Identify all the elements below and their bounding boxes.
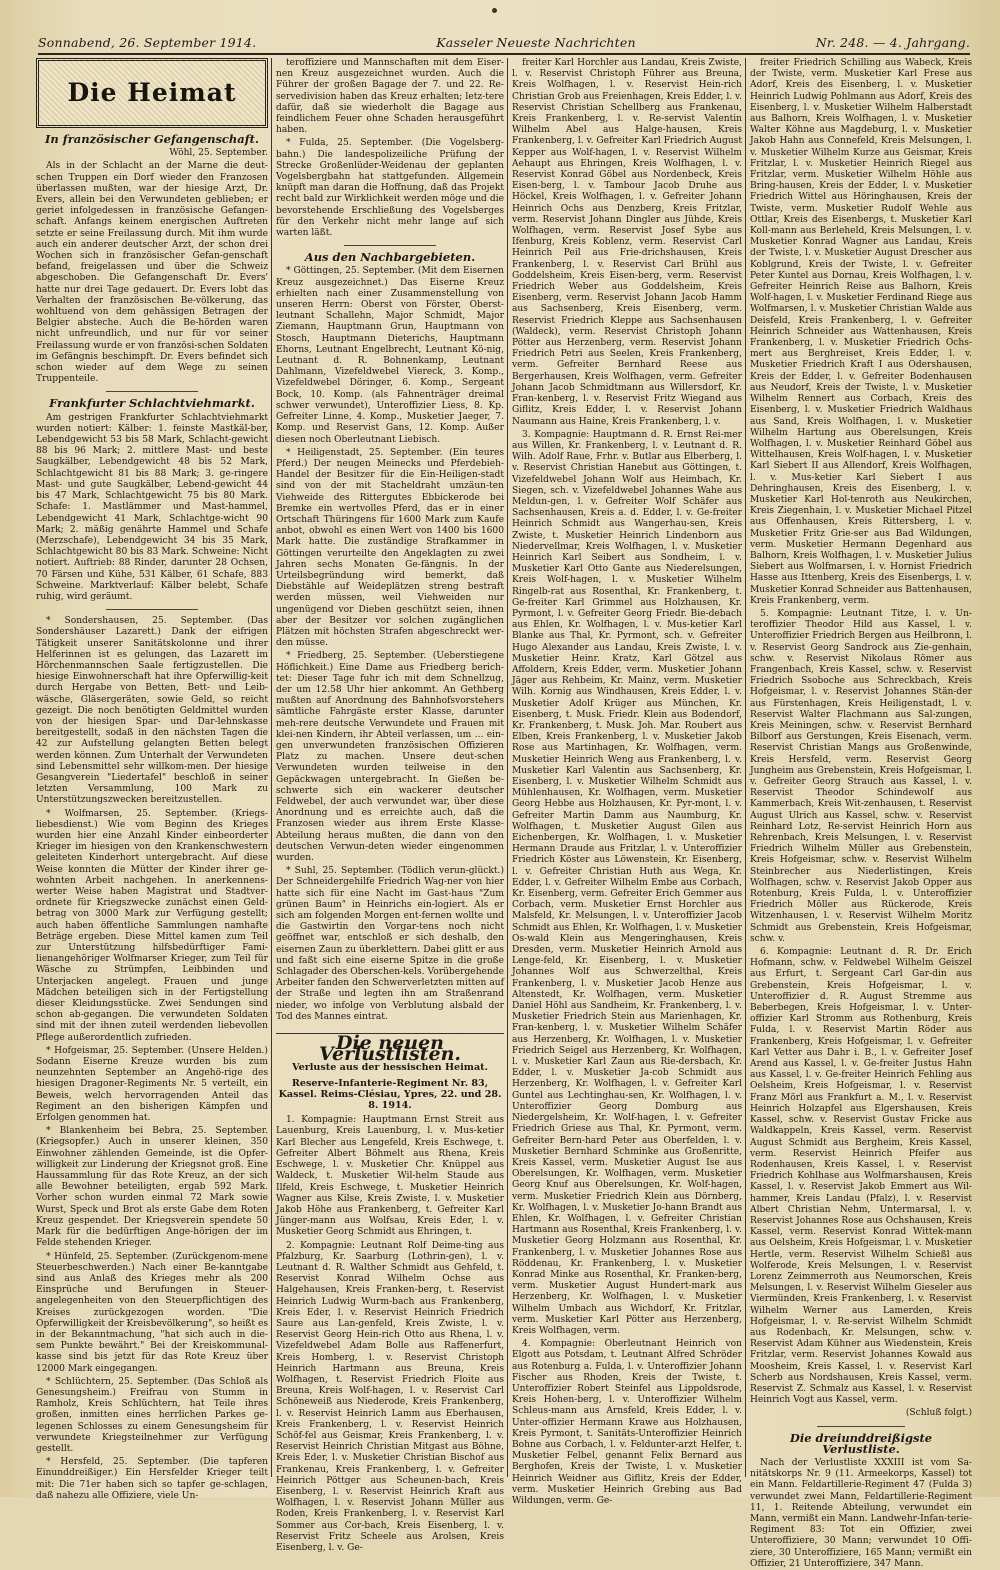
header-paper-name: Kasseler Neueste Nachrichten: [436, 35, 636, 50]
article-heading: In französischer Gefangenschaft.: [45, 132, 259, 146]
column-2: [276, 58, 504, 1553]
article-text: * Fulda, 25. September. (Die Vogelsberg-bahn.) Die landespolizeiliche Prüfung der Strecke Großenlüder-Weidenau der geplanten Vogelsbergbahn hat stattgefunden. Allgemein knüpft man daran die Hoffnung, daß das Projekt recht bald zur Wirklichkeit werden möge und die bevorstehende Erschließung des Vogelsberges für den Verkehr nicht mehr lange auf sich warten läßt.: [276, 138, 504, 239]
regiment-heading: Reserve-Infanterie-Regiment Nr. 83, Kassel. Reims-Clésiau, Ypres, 22. und 28. 8. 1914.: [278, 1077, 502, 1112]
article-text: * Hersfeld, 25. September. (Die tapferen Einunddreißiger.) Ein Hersfelder Krieger teilt mit: Die 71er haben sich so tapfer ge-schlagen, daß nahezu alle Offiziere, viele Un-: [36, 1457, 268, 1501]
column-3: [512, 58, 742, 1506]
article-text: * Friedberg, 25. September. (Ueberstiegene Höflichkeit.) Eine Dame aus Friedberg berich-tet: Dieser Tage fuhr ich mit dem Schnellzug, der um 12.58 Uhr hier ankommt. An Gethberg mußten auf Anordnung des Bahnhofsvorstehers sämtliche Fahrgäste erster Klasse, darunter meh-rere deutsche Verwundete und Frauen mit klei-nen Kindern, ihr Abteil verlassen, um ... ein-gen unverwundeten französischen Offizieren Platz zu machen. Unsere deut-schen Verwundeten wurden teilweise in den Gepäckwagen untergebracht. In Gießen be-schwerte sich ein wackerer deutscher Feldwebel, der auch verwundet war, über diese Anordnung und es erreichte auch, daß die Franzosen wieder aus ihrem Erste Klasse-Abteilung heraus mußten, die dann von den deutschen Verwun-deten wieder eingenommen wurden.: [276, 651, 504, 864]
section-heading-large: Die neuen Verlustlisten.: [276, 1033, 504, 1060]
page-dot: [492, 8, 497, 13]
header-issue: Nr. 248. — 4. Jahrgang.: [815, 35, 970, 50]
article-text: * Sondershausen, 25. September. (Das Sondershäuser Lazarett.) Dank der eifrigen Tätigkeit unserer Sanitätskolonne und ihrer Helferinnen ist es gelungen, das Lazarett im Hörchenmannschen Saale fertigzustellen. Die hiesige Einwohnerschaft hat ihre Opferwillig-keit durch Hergabe von Betten, Bett- und Leib-wäsche, Gläsergeräten, sowie Geld, so reicht gezeigt. Die noch benötigten Geldmittel wurden von der hiesigen Spar- und Dar-lehnskasse bereitgestellt, sodaß in den nächsten Tagen die 42 zur Aufstellung gelangten Betten belegt werden können. Zum Unterhalt der Verwundeten sind Lebensmittel sehr willkom-men. Der hiesige Gesangverein "Liedertafel" beschloß in seiner letzten Versammlung, 100 Mark zu Unterstützungszwecken bereitzustellen.: [36, 616, 268, 806]
casualty-list: 4. Kompagnie: Oberleutnant Heinrich von Elgott aus Potsdam, t. Leutnant Alfred Schröder aus Rotenburg a. Fulda, l. v. Unteroffizier Johann Fischer aus Rhoden, Kreis der Twiste, t. Unteroffizier Robert Steinfel aus Lippoldsrode, Kreis Hohen-berg, l. v. Unteroffizier Wilhelm Schleus-mann aus Arnsfeld, Kreis Edder, l. v. Unter-offizier Hermann Krawe aus Holzhausen, Kreis Pyrmont, t. Sanitäts-Unteroffizier Heinrich Bohne aus Corbach, l. v. Feldunter-arzt Helfer, t. Musketier Felbel, genannt Felix Bernard aus Berghofen, Kreis der Twiste, l. v. Musketier Heinrich Weidner aus Giflitz, Kreis der Edder, verm. Musketier Heinrich Grebing aus Bad Wildungen, verm. Ge-: [512, 1339, 742, 1506]
casualty-list: freiter Karl Horchler aus Landau, Kreis Zwiste, l. v. Reservist Christoph Führer aus Breuna, Kreis Wolfhagen, l. v. Reservist Hein-rich Christian Grob aus Freienhagen, Kreis Edder, l. v. Reservist Christian Schellberg aus Frankenau, Kreis Frankenberg, l. v. Re-servist Valentin Wilhelm Abel aus Halge-hausen, Kreis Frankenberg, l. v. Gefreiter Karl Friedrich August Kepper aus Wolf-hagen, l. v. Reservist Wilhelm Aehaupt aus Ehringen, Kreis Wolfhagen, l. v. Reservist Konrad Göbel aus Nordenbeck, Kreis Eisen-berg, l. v. Tambour Jacob Druhe aus Höckel, Kreis Wolfhagen, l. v. Gefreiter Johann Heinrich Ochs aus Denzberg, Kreis Fritzlar, verm. Reservist Johann Dingler aus Jühde, Kreis Wolfhagen, verm. Reservist Josef Sybe aus Ifenburg, Kreis Koblenz, verm. Reservist Carl Heinrich Peil aus Frie-drichshausen, Kreis Frankenberg, l. v. Reservist Carl Brühl aus Goddelsheim, Kreis Eisen-berg, verm. Reservist Friedrich Weber aus Goddelsheim, Kreis Eisenberg, verm. Reservist Johann Jacob Hamm aus Sachsenberg, Kreis Eisenberg, verm. Reservist Friedrich Kleppe aus Sachsenhausen (Waldeck), verm. Reservist Christoph Johann Pötter aus Herzenberg, verm. Reservist Johann Friedrich Petri aus Seelen, Kreis Frankenberg, verm. Gefreiter Bernhard Reese aus Bergerhausen, Kreis Wolfhagen, verm. Gefreiter Johann Jacob Schmidtmann aus Willersdorf, Kr. Fran-kenberg, l. v. Reservist Fritz Wiegand aus Giflitz, Kreis Edder, l. v. Reservist Johann Naumann aus Haine, Kreis Frankenberg, l. v.: [512, 58, 742, 427]
article-text: Nach der Verlustliste XXXIII ist vom Sa-nitätskorps Nr. 9 (11. Armeekorps, Kassel) tot ein Mann. Feldartillerie-Regiment 47 (Fulda 3) verwundet zwei Mann, Feldartillerie-Regiment 11, 1. Reitende Abteilung, verwundet ein Mann, vermißt ein Mann. Landwehr-Infan-terie-Regiment 83: Tot ein Offizier, zwei Unteroffiziere, 30 Mann; verwundet 10 Offi-ziere, 30 Unteroffiziere, 165 Mann; vermißt ein Offizier, 21 Unteroffiziere, 347 Mann.: [750, 1457, 973, 1569]
article-text: teroffiziere und Mannschaften mit dem Eiser-nen Kreuz ausgezeichnet wurden. Auch die Führer der großen Bagage der 7. und 22. Re-servedivision haben das Kreuz erhalten; letz-tere dafür, daß sie wiederholt die Bagage aus feindlichem Feuer ohne Schaden herausgeführt haben.: [276, 58, 504, 136]
divider: [817, 1426, 906, 1427]
page-header: [38, 26, 970, 55]
article-text: * Wolfmarsen, 25. September. (Kriegs-liebesdienst.) Wie vom Beginn des Krieges wurden hier eine Anzahl Kinder einbeorderter Krieger im hiesigen von den Krankenschwestern geleiteten Kinderhort untergebracht. Auf diese Weise konnten die Mütter der Kinder ihrer ge-wohnten Arbeit nachgehen. In anerkennens-werter Weise haben Magistrat und Stadtver-ordnete für Kriegszwecke zunächst einen Geld-betrag von 3000 Mark zur Verfügung gestellt; auch haben öffentliche Sammlungen namhafte Beträge ergeben. Diese Mittel kamen zum Teil zur Unterstützung hilfsbedürftiger Fami-lienangehöriger Wolfmarser Krieger, zum Teil für Wäsche zu Strümpfen, Leibbinden und Unterjacken angelegt. Frauen und junge Mädchen beteiligen sich in der Fertigstellung dieser Kleidungsstücke. Zwei Sendungen sind schon ab-gegangen. Die verwundeten Soldaten sind mit der ihnen zuteil werdenden liebevollen Pflege außerordentlich zufrieden.: [36, 808, 268, 1043]
casualty-list: 1. Kompagnie: Hauptmann Ernst Streit aus Lauenburg, Kreis Lauenburg, l. v. Mus-ketier Karl Blecher aus Lengefeld, Kreis Eschwege, t. Gefreiter Albert Böhmelt aus Rhena, Kreis Eschwege, l. v. Musketier Chr. Knüppel aus Waldeck, t. Musketier Wil-helm Staude aus Ilfeld, Kreis Eschwege, t. Musketier Heinrich Wagner aus Kilse, Kreis Zwiste, l. v. Musketier Jakob Höhe aus Frankenberg, t. Gefreiter Karl Jünger-mann aus Wolfsau, Kreis Eder, l. v. Musketier Georg Schmidt aus Ehringen, t.: [276, 1115, 504, 1238]
article-text: * Hofgeismar, 25. September. (Unsere Helden.) Sodann Eiserne Kreuze wurden bis zum neunzehnten September an Angehö-rige des hiesigen Dragoner-Regiments Nr. 5 verteilt, ein Beweis, welch hervorragenden Anteil das Regiment an den bisherigen Kämpfen und Erfolgen genommen hat.: [36, 1045, 268, 1124]
casualty-list: 3. Kompagnie: Hauptmann d. R. Ernst Rei-mer aus Willen, Kr. Frankenberg, l. v. Leutnant d. R. Wilh. Adolf Raue, Frhr. v. Butlar aus Elberberg, l. v. Reservist Christian Hanebut aus Göttingen, t. Vizefeldwebel Johann Wolf aus Heimbach, Kr. Siegen, sch. v. Vizefeldwebel Johannes Wahe aus Meldun-gen, l. v. Gefreiter Wolf Schäfer aus Sachsenhausen, Kreis a. d. Edder, l. v. Ge-freiter Heinrich Schmidt aus Wangerhau-sen, Kreis Zwiste, t. Musketier Heinrich Lindenborn aus Niedervellmar, Kreis Wolfhagen, l. v. Musketier Heinrich Karl Seibert aus Sondheim, l. v. Musketier Karl Otto Gante aus Niederelsungen, Kreis Wolf-hagen, l. v. Musketier Wilhelm Ringelb-rat aus Rosenthal, Kr. Frankenberg, t. Ge-freiter Karl Grimmel aus Holzhausen, Kr. Pyrmont, l. v. Gefreiter Georg Friedr. Bie-debach aus Ehlen, Kr. Wolfhagen, l. v. Mus-ketier Karl Blanke aus Thal, Kr. Pyrmont, sch. v. Gefreiter Hugo Alexander aus Landau, Kreis Zwiste, l. v. Musketier Heinr. Kratz, Karl Götzel aus Affoldern, Kreis Edder, verm. Musketier Johann Jäger aus Rehbeim, Kr. Mainz, verm. Musketier Wilh. Kornig aus Windhausen, Kreis Edder, l. v. Musketier Adolf Krüger aus München, Kr. Eisenberg, t. Musk. Friedr. Klein aus Bodendorf, Kr. Frankenberg, t. Musk. Joh. Mar. Roubert aus Elben, Kreis Frankenberg, l. v. Musketier Jakob Rose aus Martinhagen, Kr. Wolfhagen, verm. Musketier Heinrich Weng aus Frankenberg, l. v. Musketier Karl Valentin aus Sachsenberg, Kr. Eisenberg, l. v. Musketier Wilhelm Schmidt aus Mühlenhausen, Kr. Wolfhagen, verm. Musketier Georg Hebbe aus Holzhausen, Kr. Pyr-mont, l. v. Gefreiter Martin Damm aus Naumburg, Kr. Wolfhagen, t. Musketier August Gilen aus Eichenbergen, Kr. Wolfhagen, l. v. Musketier Hermann Draude aus Fritzlar, l. v. Unteroffizier Friedrich Köster aus Löwenstein, Kr. Eisenberg, l. v. Gefreiter Christian Huth aus Wega, Kr. Edder, l. v. Gefreiter Wilhelm Embe aus Corbach, Kr. Eisenberg, verm. Gefreiter Erich Gemmer aus Corbach, verm. Musketier Ernst Horchler aus Malsfeld, Kr. Melsungen, l. v. Unteroffizier Jacob Schmidt aus Ehlen, Kr. Wolfhagen, l. v. Musketier Os-wald Klein aus Mengeringhausen, Kreis Dresden, verm. Musketier Heinrich Arnold aus Lenge-feld, Kr. Eisenberg, l. v. Musketier Johannes Wolf aus Schwerzelthal, Kreis Frankenberg, l. v. Musketier Jacob Henze aus Altenstedt, Kr. Wolfhagen, verm. Musketier Daniel Höhl aus Sandheim, Kr. Frankenberg, l. v. Musketier Friedrich Stein aus Marienhagen, Kr. Fran-kenberg, l. v. Musketier Wilhelm Schäfer aus Herzenberg, Kr. Wolfhagen, l. v. Musketier Friedrich Seigel aus Herzenberg, Kr. Wolfhagen, l. v. Musketier Karl Zaun aus Rie-dersbach, Kr. Edder, l. v. Musketier Ja-cob Schmidt aus Herzenberg, Kr. Wolfhagen, l. v. Gefreiter Karl Guntel aus Lechtinghau-sen, Kr. Wolfhagen, l. v. Unteroffizier Georg Domburg aus Niedergelsheim, Kr. Wolf-hagen, l. v. Gefreiter Friedrich Griese aus Thal, Kr. Pyrmont, verm. Gefreiter Bern-hard Peter aus Oberfelden, l. v. Musketier Bernhard Schminke aus Großenritte, Kreis Kassel, verm. Musketier August Ise aus Oberelsungen, Kr. Wolfhagen, verm. Musketier Georg Knuf aus Oberelsungen, Kr. Wolf-hagen, verm. Musketier Friedrich Klein aus Dörnberg, Kr. Wolfhagen, l. v. Musketier Jo-hann Brandt aus Ehlen, Kr. Wolfhagen, l. v. Gefreiter Christian Hartmann aus Rosenthal, Kreis Frankenberg, l. v. Musketier Georg Holzmann aus Rosenthal, Kr. Frankenberg, l. v. Musketier Johannes Rose aus Röddenau, Kr. Frankenberg, l. v. Musketier Konrad Minke aus Rosenthal, Kr. Franken-berg, verm. Musketier August Hundert-mark aus Herzenberg, Kr. Wolfhagen, l. v. Musketier Wilhelm Umbach aus Wichdorf, Kr. Fritzlar, verm. Musketier Karl Pötter aus Herzenberg, Kreis Wolfhagen, verm.: [512, 429, 742, 1336]
article-heading: Frankfurter Schlachtviehmarkt.: [49, 396, 255, 411]
article-text: * Schlüchtern, 25. September. (Das Schloß als Genesungsheim.) Freifrau von Stumm in Ramholz, Kreis Schlüchtern, hat Teile ihres großen, inmitten eines herrlichen Parkes ge-legenen Schlosses zu einem Genesungsheim für verwundete Kriegsteilnehmer zur Verfügung gestellt.: [36, 1376, 268, 1454]
divider: [106, 391, 199, 392]
section-subheading: Verluste aus der hessischen Heimat.: [292, 1062, 488, 1074]
dateline: Wöhl, 25. September.: [169, 148, 268, 159]
article-text: Als in der Schlacht an der Marne die deut-schen Truppen ein Dorf wieder den Franzosen überlassen mußten, war der hiesige Arzt, Dr. Evers, allein bei den Verwundeten geblieben; er geriet infolgedessen in französische Gefangen-schaft. Anfangs keinem energischen Auftreten setzte er seine Freilassung durch. Mit ihm wurde auch ein anderer deutscher Arzt, der schon drei Wochen sich in französischer Gefan-genschaft befand, freigelassen und über die Schweiz abgeschoben. Die Gefangenschaft Dr. Evers' hatte nur drei Tage gedauert. Dr. Evers lobt das Verhalten der französischen Be-völkerung, das wohltuend von dem gehässigen Betragen der Belgier absteche. Auch die Be-hörden waren nicht unfreundlich, und nur für vor seiner Freilassung wurde er von französi-schen Soldaten im Gefängnis beschimpft. Dr. Evers befindet sich schon wieder auf dem Wege zu seinen Truppenteile.: [36, 161, 268, 385]
column-rule: [507, 58, 508, 1477]
article-text: * Blankenheim bei Bebra, 25. September. (Kriegsopfer.) Auch in unserer kleinen, 350 Einwohner zählenden Gemeinde, ist die Opfer-willigkeit zur Linderung der Kriegsnot groß. Eine Haussammlung für das Rote Kreuz, an der sich alle Bewohner beteiligten, ergab 592 Mark. Vorher schon wurden einmal 72 Mark sowie Wurst, Speck und Brot als erste Gabe dem Roten Kreuz gespendet. Der Kriegsverein spendete 50 Mark für die bedürftigen Ange-hörigen der im Felde stehenden Krieger.: [36, 1126, 268, 1249]
article-text: Am gestrigen Frankfurter Schlachtviehmarkt wurden notiert: Kälber: 1. feinste Mastkäl-ber, Lebendgewicht 53 bis 58 Mark, Schlacht-gewicht 88 bis 96 Mark; 2. mittlere Mast- und beste Saugkälber, Lebendgewicht 48 bis 52 Mark, Schlachtgewicht 81 bis 88 Mark; 3. ge-ringere Mast- und gute Saugkälber, Lebend-gewicht 44 bis 47 Mark, Schlachtgewicht 75 bis 80 Mark. Schafe: 1. Mastlämmer und Mast-hammel, Lebendgewicht 41 Mark, Schlachtge-wicht 90 Mark; 2. mäßig genährte Hammel und Schafe (Merzschafe), Lebendgewicht 34 bis 35 Mark, Schlachtgewicht 80 bis 83 Mark. Schweine: Nicht notiert. Auftrieb: 88 Rinder, darunter 28 Ochsen, 70 Färsen und Kühe, 531 Kälber, 61 Schafe, 883 Schweine. Marktverlauf: Kälber belebt, Schafe ruhig, wird geräumt.: [36, 412, 268, 602]
casualty-list: 2. Kompagnie: Leutnant Rolf Deime-ting aus Pfalzburg, Kr. Saarburg (Lothrin-gen), l. v. Leutnant d. R. Walther Schmidt aus Gehfeld, t. Reservist Konrad Wilhelm Ochse aus Halgehausen, Kreis Franken-berg, t. Reservist Heinrich Ludwig Wurm-bach aus Frankenberg, Kreis Eder, l. v. Reservist Heinrich Friedrich Saure aus Lan-genfeld, Kreis Zwiste, l. v. Reservist Georg Hein-rich Otto aus Rhena, l. v. Vizefeldwebel Adam Bolle aus Raffenerfurt, Kreis Homberg, l. v. Reservist Christoph Heinrich Hartmann aus Breuna, Kreis Wolfhagen, t. Reservist Friedrich Floite aus Breuna, Kreis Wolf-hagen, l. v. Reservist Carl Schöneweiß aus Niederode, Kreis Frankenberg, l. v. Reservist Heinrich Lamm aus Eberhausen, Kreis Frankenberg, l. v. Reservist Heinrich Schöf-fel aus Geismar, Kreis Frankenberg, l. v. Reservist Heinrich Christian Mitgast aus Böhne, Kreis Eder, l. v. Musketier Christian Bischof aus Frankenau, Kreis Frankenberg, l. v. Gefreiter Heinrich Pöttger aus Scheunen-bach, Kreis Eisenberg, l. v. Reservist Heinrich Kraft aus Wolfhagen, l. v. Reservist Johann Müller aus Roden, Kreis Frankenberg, l. v. Reservist Karl Sommer aus Cor-bach, Kreis Eisenberg, l. v. Reservist Fritz Scheele aus Arolsen, Kreis Eisenberg, l. v. Ge-: [276, 1240, 504, 1553]
article-text: * Hünfeld, 25. September. (Zurückgenom-mene Steuerbeschwerden.) Nach einer Be-kanntgabe sind aus Anlaß des Krieges mehr als 200 Einsprüche und Berufungen in Steuer-angelegenheiten von den Steuerpflichtigen des Kreises zurückgezogen worden. "Die Opferwilligkeit der Kreisbevölkerung", so heißt es in der Bekanntmachung, "hat sich auch in die-sem Punkte bewährt." Bei der Kreiskommunal-kasse sind bis jetzt für das Rote Kreuz über 12000 Mark eingegangen.: [36, 1251, 268, 1374]
column-rule: [745, 58, 746, 1477]
casualty-list: freiter Friedrich Schilling aus Wabeck, Kreis der Twiste, verm. Musketier Karl Frese aus Adorf, Kreis des Eisenberg, l. v. Musketier Heinrich Ludwig Pohlmann aus Adorf, Kreis des Eisenberg, l. v. Musketier Wilhelm Halberstadt aus Balhorn, Kreis Wolfhagen, l. v. Musketier Walter Köhne aus Magdeburg, l. v. Musketier Jakob Hahn aus Connefeld, Kreis Melsungen, l. v. Musketier Wilhelm Kurze aus Geismar, Kreis Fritzlar, l. v. Musketier Heinrich Riegel aus Fritzlar, verm. Musketier Wilhelm Höhle aus Bring-hausen, Kreis der Edder, l. v. Musketier Friedrich Wittel aus Höringhausen, Kreis der Twiste, verm. Musketier Rudolf Wehle aus Ottlar, Kreis des Eisenbergs, t. Musketier Karl Koll-mann aus Berleheld, Kreis Melsungen, l. v. Musketier Konrad Wagner aus Landau, Kreis der Twiste, l. v. Musketier August Drescher aus Koblgrund, Kreis der Twiste, l. v. Gefreiter Peter Kuntel aus Dornau, Kreis Wolfhagen, l. v. Gefreiter Heinrich Reise aus Balhorn, Kreis Wolf-hagen, l. v. Musketier Ferdinand Riege aus Wolfmarsen, l. v. Musketier Christian Walde aus Deisfeld, Kreis Frankenberg, l. v. Gefreiter Heinrich Schneider aus Wattenhausen, Kreis Frankenberg, l. v. Musketier Friedrich Ochs-mert aus Berghreiset, Kreis Edder, l. v. Musketier Friedrich Kraft I aus Odershausen, Kreis der Edder, l. v. Gefreiter Bodenhausen aus Neudorf, Kreis der Twiste, l. v. Musketier Wilhelm Rennert aus Corbach, Kreis des Eisenberg, l. v. Musketier Friedrich Waldhaus aus Sand, Kreis Wolfhagen, l. v. Musketier Wilhelm Hartung aus Oberelsungen, Kreis Wolfhagen, l. v. Musketier Reinhard Göbel aus Wittelhausen, Kreis Wolf-hagen, l. v. Musketier Karl Siebert II aus Allendorf, Kreis Wolfhagen, l. v. Mus-ketier Karl Siebert I aus Dehringhausen, Kreis des Eisenberg, l. v. Musketier Karl Hol-tenroth aus Neukirchen, Kreis Ziegenhain, l. v. Musketier Michael Pitzel aus Offenhausen, Kreis Rittersberg, l. v. Musketier Fritz Grie-ser aus Bad Wildungen, verm. Musketier Hermann Degenhard aus Balhorn, Kreis Wolfhagen, l. v. Musketier Julius Siebert aus Wolfmarsen, l. v. Hornist Friedrich Hasse aus Ittenberg, Kreis des Eisenbergs, l. v. Musketier Konrad Schneider aus Battenhausen, Kreis Frankenberg, verm.: [750, 58, 972, 606]
section-heading: Aus den Nachbargebieten.: [304, 250, 476, 265]
casualty-list: 6. Kompagnie: Leutnant d. R. Dr. Erich Hofmann, schw. v. Feldwebel Wilhelm Geiszel aus Erfurt, t. Sergeant Carl Gar-din aus Grebenstein, Kreis Hofgeismar, l. v. Unteroffizier d. R. August Stremme aus Beberbegen, Kreis Hofgeismar, l. v. Unter-offizier Karl Stromm aus Rothenburg, Kreis Fulda, l. v. Reservist Martin Röder aus Frankenberg, Kreis Hofgeismar, l. v. Gefreiter Karl Vetter aus Dahr i. B., l. v. Gefreiter Josef Arend aus Kassel, l. v. Ge-freiter Justus Hahn aus Kassel, l. v. Ge-freiter Heinrich Fehling aus Oelsheim, Kreis Hofgeismar, l. v. Reservist Franz Mörl aus Frankfurt a. M., l. v. Reservist Heinrich Holzapfel aus Elgershausen, Kreis Kassel, schw. v. Reservist Gustav Fricke aus Waldkappeln, Kreis Kassel, verm. Reservist August Schmidt aus Bergheim, Kreis Kassel, verm. Reservist Heinrich Pfeifer aus Rodenhausen, Kreis Kassel, l. v. Reservist Friedrich Kohlhase aus Wolfmarshausen, Kreis Kassel, l. v. Reservist Jakob Emmert aus Wil-hammer, Kreis Landau (Pfalz), l. v. Reservist Albert Christian Nehm, Untermarsal, l. v. Reservist Johannes Rose aus Ochshausen, Kreis Kassel, verm. Reservist Konrad Wittek-mann aus Oelsheim, Kreis Hofgeismar, l. v. Musketier Hertle, verm. Reservist Wilhelm Schießl aus Wolferode, Kreis Melsungen, l. v. Reservist Lorenz Zeimmerroth aus Neumorschen, Kreis Melsungen, l. v. Reservist Wilhelm Gieseler aus Viermünden, Kreis Frankenberg, l. v. Reservist Wilhelm Werner aus Lamerden, Kreis Hofgeismar, l. v. Re-servist Wilhelm Schmidt aus Rodenbach, Kr. Melsungen, schw. v. Reservist Adam Kühner aus Wiedenstein, Kreis Fritzlar, verm. Reservist Johannes Kowald aus Moosheim, Kreis Kassel, l. v. Reservist Karl Scherb aus Nordshausen, Kreis Kassel, verm. Reservist Z. Schmalz aus Kassel, l. v. Reservist Heinrich Vogt aus Kassel, verm.: [750, 947, 972, 1406]
article-text: * Heiligenstadt, 25. September. (Ein teures Pferd.) Der neugen Meinecks und Pferdebieh-Handel der Besitzer für die Ein-Heiligen-stadt sind von der mit Stacheldraht umzäun-ten Viehweide des Rittergutes Ebbickerode bei Bremke ein wertvolles Pferd, das er in einer Ortschaft Thüringens für 1600 Mark zum Kaufe anbot, obwohl es einen Wert von 1400 bis 1600 Mark hatte. Die zuständige Strafkammer in Göttingen verurteilte den Angeklagten zu zwei Jahren sechs Monaten Ge-fängnis. In der Urteilsbegründung wird bemerkt, daß Diebstähle auf Weideplätzen streng bestraft werden müssen, weil Viehweiden nur ungenügend vor Dieben geschützt seien, ihnen aber der Besitzer vor solchen zugänglichen Plätzen mit höchsten Strafen abgeschreckt wer-den müsse.: [276, 447, 504, 649]
section-heading-block: [36, 58, 268, 128]
die-heimat-logo: Die Heimat: [36, 58, 268, 128]
article-heading: Die dreiunddreißigste Verlustliste.: [789, 1430, 933, 1456]
column-4: [750, 58, 973, 1569]
article-text: * Suhl, 25. September. (Tödlich verun-glückt.) Der Schneidergehilfe Friedrich Wag-ner von hier hatte sich für eine Nacht im Gast-haus "Zum grünen Baum" in Heinrichs ein-logiert. Als er sich am folgenden Morgen ent-fernen wollte und die Gastwirtin den Vorgar-tens noch nicht geöffnet war, entschloß er sich deshalb, den eisernen Zaun zu überklettern. Dabei glitt er aus und faßt sich eine eiserne Spitze in die große Schlagader des Oberschen-kels. Vorübergehende Arbeiter fanden den Schwerverletzten mitten auf der Straße und legten ihn am Straßenrand nieder, wo infolge von Verblutung alsbald der Tod des Mannes eintrat.: [276, 866, 504, 1022]
casualty-list: 5. Kompagnie: Leutnant Titze, l. v. Un-teroffizier Theodor Hild aus Kassel, l. v. Unteroffizier Friedrich Bergen aus Heilbronn, l. v. Reservist Georg Sandrock aus Zie-genhain, schw. v. Reservist Nikolaus Römer aus Frangenbach, Kreis Kassel, schw. v. Reservist Friedrich Ssoboche aus Schreckbach, Kreis Hofgeismar, l. v. Reservist Johannes Stän-der aus Fürstenhagen, Kreis Heiligenstadt, l. v. Reservist Walter Flachmann aus Sal-zungen, Kreis Meiningen, schw. v. Reservist Bernhard Bilborf aus Gerstungen, Kreis Eisenach, verm. Reservist Christian Mangs aus Großenwinde, Kreis Hersfeld, verm. Reservist Georg Jungheim aus Grebenstein, Kreis Hofgeismar, l. v. Gefreiter Georg Strauch aus Kassel, l. v. Reservist Theodor Schindewolf aus Kammerbach, Kreis Wit-zenhausen, t. Reservist August Ulrich aus Kassel, schw. v. Reservist Reinhard Lotz, Re-servist Heinrich Horn aus Rehrenbach, Kreis Melsungen, l. v. Reservist Friedrich Wilhelm Müller aus Grebenstein, Kreis Hofgeismar, schw. v. Reservist Wilhelm Steinbrecher aus Niederlistingen, Kreis Wolfhagen, schw. v. Reservist Jakob Opper aus Rotenburg, Kreis Fulda, l. v. Unteroffizier Friedrich Möller aus Rückerode, Kreis Witzenhausen, l. v. Reservist Wilhelm Moritz Schmidt aus Grebenstein, Kreis Hofgeismar, schw. v.: [750, 608, 972, 944]
divider: [344, 245, 435, 246]
column-rule: [271, 58, 272, 1477]
divider: [106, 609, 199, 610]
continued-note: (Schluß folgt.): [905, 1408, 972, 1419]
article-text: * Göttingen, 25. September. (Mit dem Eisernen Kreuz ausgezeichnet.) Das Eiserne Kreuz erhielten nach einer Zusammenstellung von unseren Herrn: Oberst von Förster, Oberst-leutnant Schallehn, Major Schmidt, Major Ziemann, Hauptmann Grun, Hauptmann von Stosch, Hauptmann Dieterichs, Hauptmann Ehorns, Leutnant Engelbrecht, Leutnant Kö-nig, Leutnant d. R. Bohnenkamp, Leutnant Dahlmann, Vizefeldwebel Viereck, 3. Komp., Vizefeldwebel Döringer, 6. Komp., Sergeant Bock, 10. Komp. (als Fahnenträger dreimal schwer verwundet), Unteroffizier Liess, 8. Kp. Gefreiter Linne, 4. Komp., Musketier Jaeger, 7. Komp. und Reservist Gans, 12. Komp. Außer diesen noch Oberleutnant Liebisch.: [276, 266, 504, 445]
header-date: Sonnabend, 26. September 1914.: [38, 35, 257, 50]
column-1: [36, 58, 268, 1501]
